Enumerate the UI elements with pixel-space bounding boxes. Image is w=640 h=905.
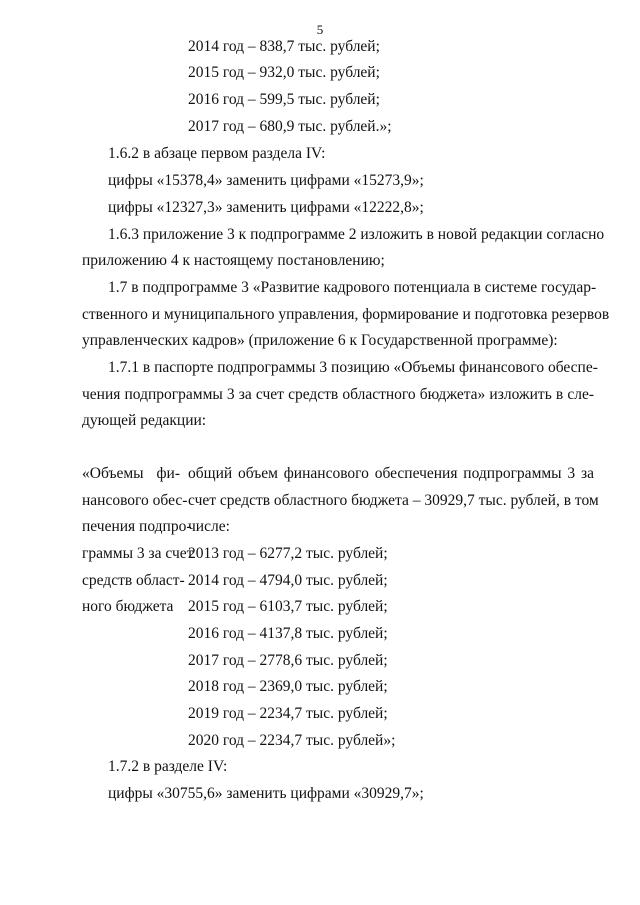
replacement-line: цифры «12327,3» заменить цифрами «12222,8»; bbox=[108, 199, 424, 216]
page-number: 5 bbox=[316, 22, 324, 37]
paragraph-line: дующей редакции: bbox=[82, 412, 207, 429]
table-left-cell-line: печения подпро- bbox=[82, 518, 192, 535]
table-left-cell-line: граммы 3 за счет bbox=[82, 545, 194, 562]
table-left-cell-line: ного бюджета bbox=[82, 598, 174, 615]
table-year-line: 2020 год – 2234,7 тыс. рублей»; bbox=[188, 732, 396, 749]
top-year-line: 2015 год – 932,0 тыс. рублей; bbox=[188, 64, 380, 81]
table-year-line: 2013 год – 6277,2 тыс. рублей; bbox=[188, 545, 388, 562]
table-year-line: 2015 год – 6103,7 тыс. рублей; bbox=[188, 598, 388, 615]
top-year-line: 2017 год – 680,9 тыс. рублей.»; bbox=[188, 118, 392, 135]
paragraph-line: 1.7.1 в паспорте подпрограммы 3 позицию «Объемы финансового обеспе- bbox=[108, 359, 598, 376]
paragraph-line: приложению 4 к настоящему постановлению; bbox=[82, 252, 385, 269]
table-right-cell-line: числе: bbox=[188, 518, 230, 535]
paragraph-line: 1.6.3 приложение 3 к подпрограмме 2 изложить в новой редакции согласно bbox=[108, 226, 605, 243]
table-right-cell-line: общий объем финансового обеспечения подпрограммы 3 за bbox=[188, 465, 594, 482]
table-left-cell-line: нансового обес- bbox=[82, 492, 188, 509]
table-year-line: 2019 год – 2234,7 тыс. рублей; bbox=[188, 705, 388, 722]
section-1-7-2-heading: 1.7.2 в разделе IV: bbox=[108, 758, 228, 775]
replacement-line: цифры «30755,6» заменить цифрами «30929,7»; bbox=[108, 785, 424, 802]
replacement-line: цифры «15378,4» заменить цифрами «15273,9»; bbox=[108, 172, 424, 189]
paragraph-line: 1.7 в подпрограмме 3 «Развитие кадрового потенциала в системе государ- bbox=[108, 279, 597, 296]
top-year-line: 2016 год – 599,5 тыс. рублей; bbox=[188, 91, 380, 108]
table-left-cell-line: «Объемы фи- bbox=[82, 465, 180, 482]
paragraph-line: чения подпрограммы 3 за счет средств областного бюджета» изложить в сле- bbox=[82, 386, 594, 403]
table-year-line: 2014 год – 4794,0 тыс. рублей; bbox=[188, 572, 388, 589]
top-year-line: 2014 год – 838,7 тыс. рублей; bbox=[188, 38, 380, 55]
table-right-cell-line: счет средств областного бюджета – 30929,7 тыс. рублей, в том bbox=[188, 492, 599, 509]
paragraph-line: управленческих кадров» (приложение 6 к Государственной программе): bbox=[82, 332, 558, 349]
table-year-line: 2018 год – 2369,0 тыс. рублей; bbox=[188, 678, 388, 695]
table-year-line: 2017 год – 2778,6 тыс. рублей; bbox=[188, 652, 388, 669]
paragraph-line: ственного и муниципального управления, формирование и подготовка резервов bbox=[82, 306, 610, 323]
section-1-6-2-heading: 1.6.2 в абзаце первом раздела IV: bbox=[108, 145, 326, 162]
table-left-cell-line: средств област- bbox=[82, 572, 185, 589]
table-year-line: 2016 год – 4137,8 тыс. рублей; bbox=[188, 625, 388, 642]
